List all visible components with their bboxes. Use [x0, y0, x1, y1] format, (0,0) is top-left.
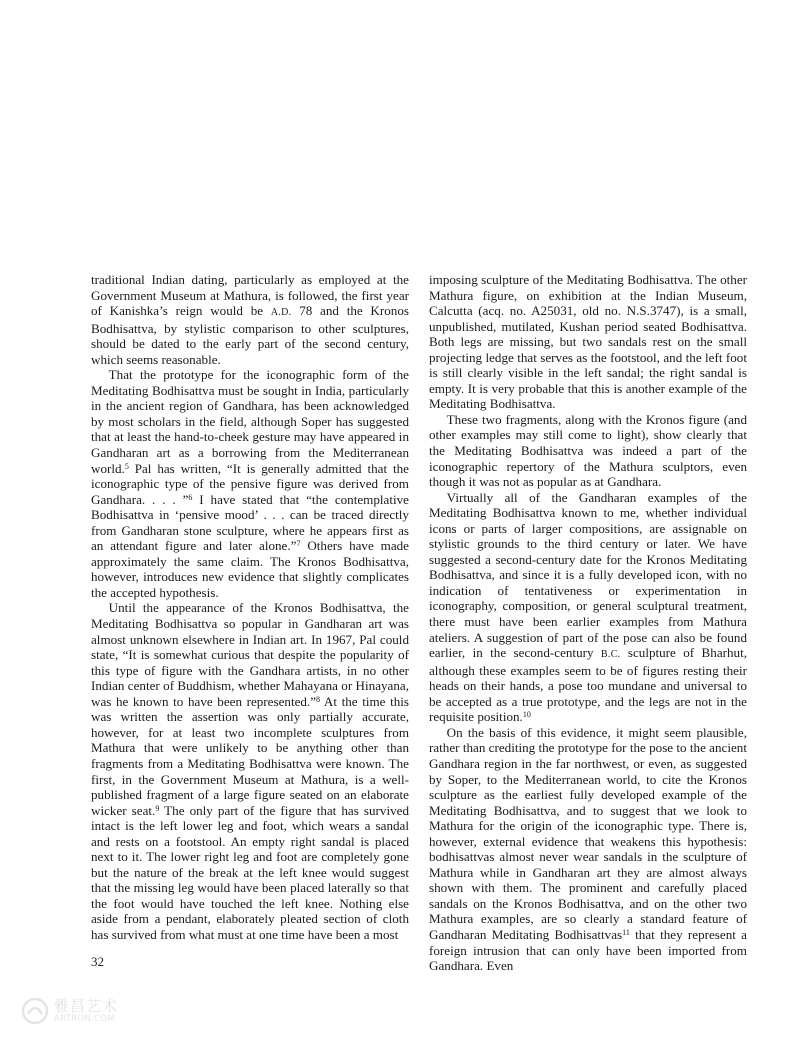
artron-logo-icon	[20, 996, 50, 1026]
paragraph	[91, 600, 409, 942]
page-number: 32	[91, 954, 104, 969]
text-run: At the time this was written the assertion was only partially accurate, however, for at least two incomplete sculptures from Mathura that were unlikely to be anything other than fragments from a Meditating Bodhisattva were known. The first, in the Government Museum at Mathura, is a well-published fragment of a large figure seated on an elaborate wicker seat.	[91, 693, 409, 818]
paragraph	[429, 490, 747, 725]
right-column	[429, 272, 747, 974]
text-run: These two fragments, along with the Kronos figure (and other examples may still come to light), show clearly that the Meditating Bodhisattva was indeed a part of the iconographic repertory of the Mathura sculptors, even though it was not as popular as at Gandhara.	[429, 411, 747, 490]
text-run: imposing sculpture of the Meditating Bodhisattva. The other Mathura figure, on exhibition at the Indian Museum, Calcutta (acq. no. A25031, old no. N.S.3747), is a small, unpublished, mutilated, Kushan period seated Bodhisattva. Both legs are missing, but two sandals rest on the small projecting ledge that serves as the footstool, and the left foot is still clearly visible in the left sandal; the right sandal is empty. It is very probable that this is another example of the Meditating Bodhisattva.	[429, 272, 747, 412]
paragraph	[429, 272, 747, 412]
text-run: Others have made approximately the same claim. The Kronos Bodhisattva, however, introduces new evidence that slightly complicates the accepted hypothesis.	[91, 538, 409, 600]
small-caps-era: B.C.	[600, 649, 621, 661]
paragraph	[429, 412, 747, 490]
footnote-ref: 8	[316, 694, 321, 704]
paragraph	[91, 272, 409, 367]
watermark-cn-text: 雅昌艺术	[54, 997, 119, 1015]
footnote-ref: 7	[296, 539, 301, 549]
footnote-ref: 5	[124, 461, 129, 471]
text-run: I have stated that “the contemplative Bodhisattva in ‘pensive mood’ . . . can be traced directly from Gandharan stone sculpture, where he appears first as an attendant figure and later alone.”	[91, 491, 409, 554]
text-run: Until the appearance of the Kronos Bodhisattva, the Meditating Bodhisattva so popular in Gandharan art was almost unknown elsewhere in Indian art. In 1967, Pal could state, “It is somewhat curious that despite the popularity of this type of figure with the Gandhara artists, in no other Indian center of Buddhism, whether Mahayana or Hinayana, was he known to have been represented.”	[91, 600, 409, 709]
footnote-ref: 9	[155, 803, 160, 813]
footnote-ref: 10	[522, 710, 531, 720]
paragraph	[429, 725, 747, 974]
footnote-ref: 6	[188, 492, 193, 502]
left-column	[91, 272, 409, 943]
footnote-ref: 11	[622, 927, 630, 937]
text-run: On the basis of this evidence, it might seem plausible, rather than crediting the prototype for the pose to the ancient Gandhara region in the far northwest, or even, as suggested by Soper, to the Mediterranean world, to cite the Kronos sculpture as the earliest fully developed example of the Meditating Bodhisattva, and to suggest that we look to Mathura for the origin of the iconographic type. There is, however, external evidence that weakens this hypothesis: bodhisattvas almost never wear sandals in the sculpture of Mathura while in Gandharan art they are almost always shown with them. The prominent and carefully placed sandals on the Kronos Bodhisattva, and on the other two Mathura examples, are so clearly a standard feature of Gandharan Meditating Bodhisattvas	[429, 724, 747, 942]
text-run: sculpture of Bharhut, although these examples seem to be of figures resting their heads on their hands, a pose too mundane and universal to be accepted as a true prototype, and the legs are not in the requisite position.	[429, 645, 748, 725]
small-caps-era: A.D.	[270, 307, 292, 319]
watermark-en-text: ARTRON.COM	[54, 1014, 115, 1024]
text-run: Virtually all of the Gandharan examples of the Meditating Bodhisattva known to me, whether individual icons or parts of larger compositions, are assignable on stylistic grounds to the third century or later. We have suggested a second-century date for the Kronos Meditating Bodhisattva, and since it is a fully developed icon, with no indication of tentativeness or experimentation in iconography, composition, or general sculptural treatment, there must have been earlier examples from Mathura ateliers. A suggestion of part of the pose can also be found earlier, in the second-century	[429, 489, 747, 661]
text-run: That the prototype for the iconographic form of the Meditating Bodhisattva must be sought in India, particularly in the ancient region of Gandhara, has been acknowledged by most scholars in the field, although Soper has suggested that at least the hand-to-cheek gesture may have appeared in Gandharan art as a borrowing from the Mediterranean world.	[91, 367, 409, 476]
text-run: The only part of the figure that has survived intact is the left lower leg and foot, which wears a sandal and rests on a footstool. An empty right sandal is placed next to it. The lower right leg and foot are completely gone but the nature of the break at the left knee would suggest that the missing leg would have been placed laterally so that the foot would have touched the left knee. Nothing else aside from a pendant, elaborately pleated section of cloth has survived from what must at one time have been a most	[91, 802, 409, 942]
text-run: 78 and the Kronos Bodhisattva, by stylistic comparison to other sculptures, should be dated to the early part of the second century, which seems reasonable.	[91, 303, 409, 367]
text-run: Pal has written, “It is generally admitted that the iconographic type of the pensive figure was derived from Gandhara. . . . ”	[91, 460, 409, 507]
paragraph	[91, 367, 409, 600]
watermark	[20, 993, 170, 1029]
text-run: traditional Indian dating, particularly as employed at the Government Museum at Mathura, is followed, the first year of Kanishka’s reign would be	[91, 272, 409, 319]
text-run: that they represent a foreign intrusion that can only have been imported from Gandhara. Even	[429, 926, 747, 974]
